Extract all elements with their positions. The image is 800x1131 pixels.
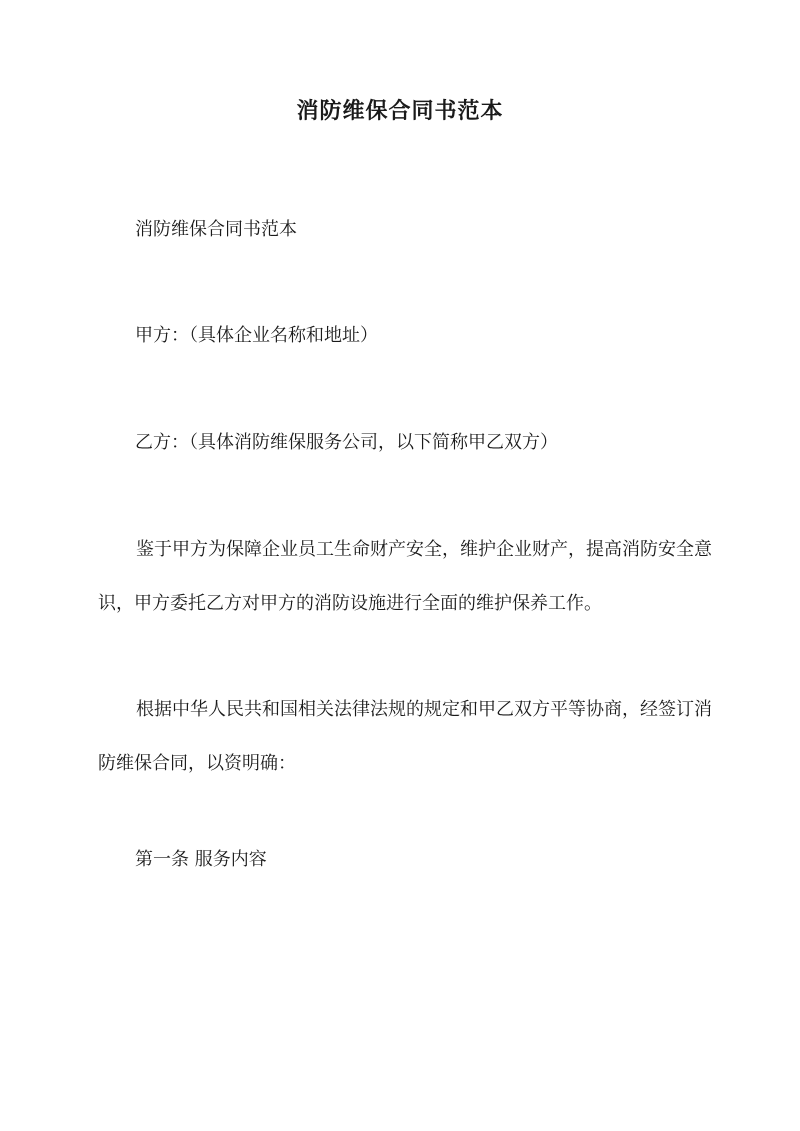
document-title: 消防维保合同书范本 — [296, 98, 504, 124]
article-1-heading: 第一条 服务内容 — [135, 849, 267, 870]
party-b-line: 乙方：（具体消防维保服务公司，以下简称甲乙双方） — [135, 432, 558, 453]
party-a-line: 甲方：（具体企业名称和地址） — [135, 325, 378, 346]
legal-basis-paragraph: 根据中华人民共和国相关法律法规的规定和甲乙双方平等协商，经签订消防维保合同，以资明确： — [98, 699, 712, 774]
document-subtitle: 消防维保合同书范本 — [135, 219, 297, 240]
recital-paragraph: 鉴于甲方为保障企业员工生命财产安全，维护企业财产，提高消防安全意识，甲方委托乙方对甲方的消防设施进行全面的维护保养工作。 — [98, 539, 712, 614]
